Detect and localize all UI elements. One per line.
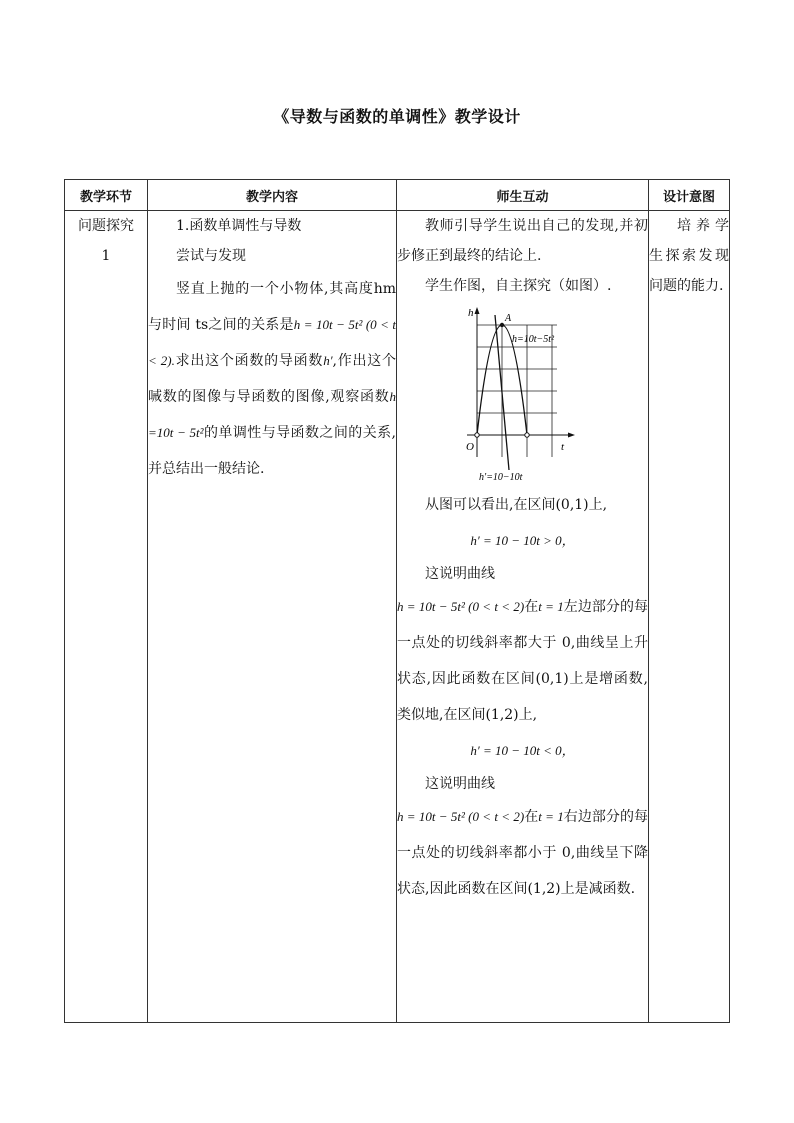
content-paragraph: 竖直上抛的一个小物体,其高度hm与时间 ts之间的关系是h = 10t − 5t² (0 < t < 2).求出这个函数的导函数h′,作出这个㖑数的图像与导函数的图像,观察函数h =10t − 5t²的单调性与导函数之间的关系,并总结出一般结论. <box>148 281 397 477</box>
content-cell <box>148 211 397 1023</box>
interaction-paragraph-5: h = 10t − 5t² (0 < t < 2)在t = 1左边部分的每一点处的切线斜率都大于 0,曲线呈上升状态,因此函数在区间(0,1)上是增函数,类似地,在区间(1,2)上, <box>397 599 649 723</box>
interaction-paragraph-2: 学生作图，自主探究（如图）. <box>425 278 612 294</box>
x-axis-label: t <box>561 441 565 453</box>
y-axis-arrow-icon <box>475 307 480 314</box>
interaction-cell <box>397 211 649 1023</box>
curve-label: h=10t−5t² <box>512 334 555 345</box>
intent-text: 培养学生探索发现问题的能力. <box>649 218 729 294</box>
origin-label: O <box>466 441 474 453</box>
header-teacher-student-interaction: 师生互动 <box>397 180 649 211</box>
table-row <box>65 211 730 1023</box>
header-teaching-content: 教学内容 <box>148 180 397 211</box>
stage-cell <box>65 211 148 1023</box>
table-header-row <box>65 180 730 211</box>
content-subheading: 尝试与发现 <box>176 248 246 264</box>
document-title: 《导数与函数的单调性》教学设计 <box>273 107 521 126</box>
vertex-point <box>500 323 504 327</box>
inequality-2: h′ = 10 − 10t < 0， <box>470 743 575 758</box>
y-axis-label: h <box>468 307 474 319</box>
inequality-1: h′ = 10 − 10t > 0， <box>470 533 575 548</box>
origin-open-point <box>475 433 479 437</box>
interaction-paragraph-7: h = 10t − 5t² (0 < t < 2)在t = 1右边部分的每一点处的切线斜率都小于 0,曲线呈下降状态,因此函数在区间(1,2)上是减函数. <box>397 809 649 897</box>
end-open-point <box>525 433 529 437</box>
x-axis-arrow-icon <box>568 433 575 438</box>
intent-cell <box>649 211 730 1023</box>
header-teaching-stage: 教学环节 <box>65 180 148 211</box>
derivative-label: h′=10−10t <box>479 472 523 483</box>
stage-label: 问题探究 <box>78 218 134 234</box>
stage-number: 1 <box>101 248 111 264</box>
point-a-label: A <box>505 313 512 324</box>
interaction-paragraph-3: 从图可以看出,在区间(0,1)上, <box>425 497 608 513</box>
interaction-paragraph-6: 这说明曲线 <box>425 776 495 792</box>
header-design-intent: 设计意图 <box>649 180 730 211</box>
interaction-paragraph-4: 这说明曲线 <box>425 566 495 582</box>
lesson-design-table <box>64 179 730 1023</box>
parabola-figure <box>467 305 577 483</box>
content-heading: 1.函数单调性与导数 <box>176 218 302 234</box>
interaction-paragraph-1: 教师引导学生说出自己的发现,并初步修正到最终的结论上. <box>397 218 648 264</box>
